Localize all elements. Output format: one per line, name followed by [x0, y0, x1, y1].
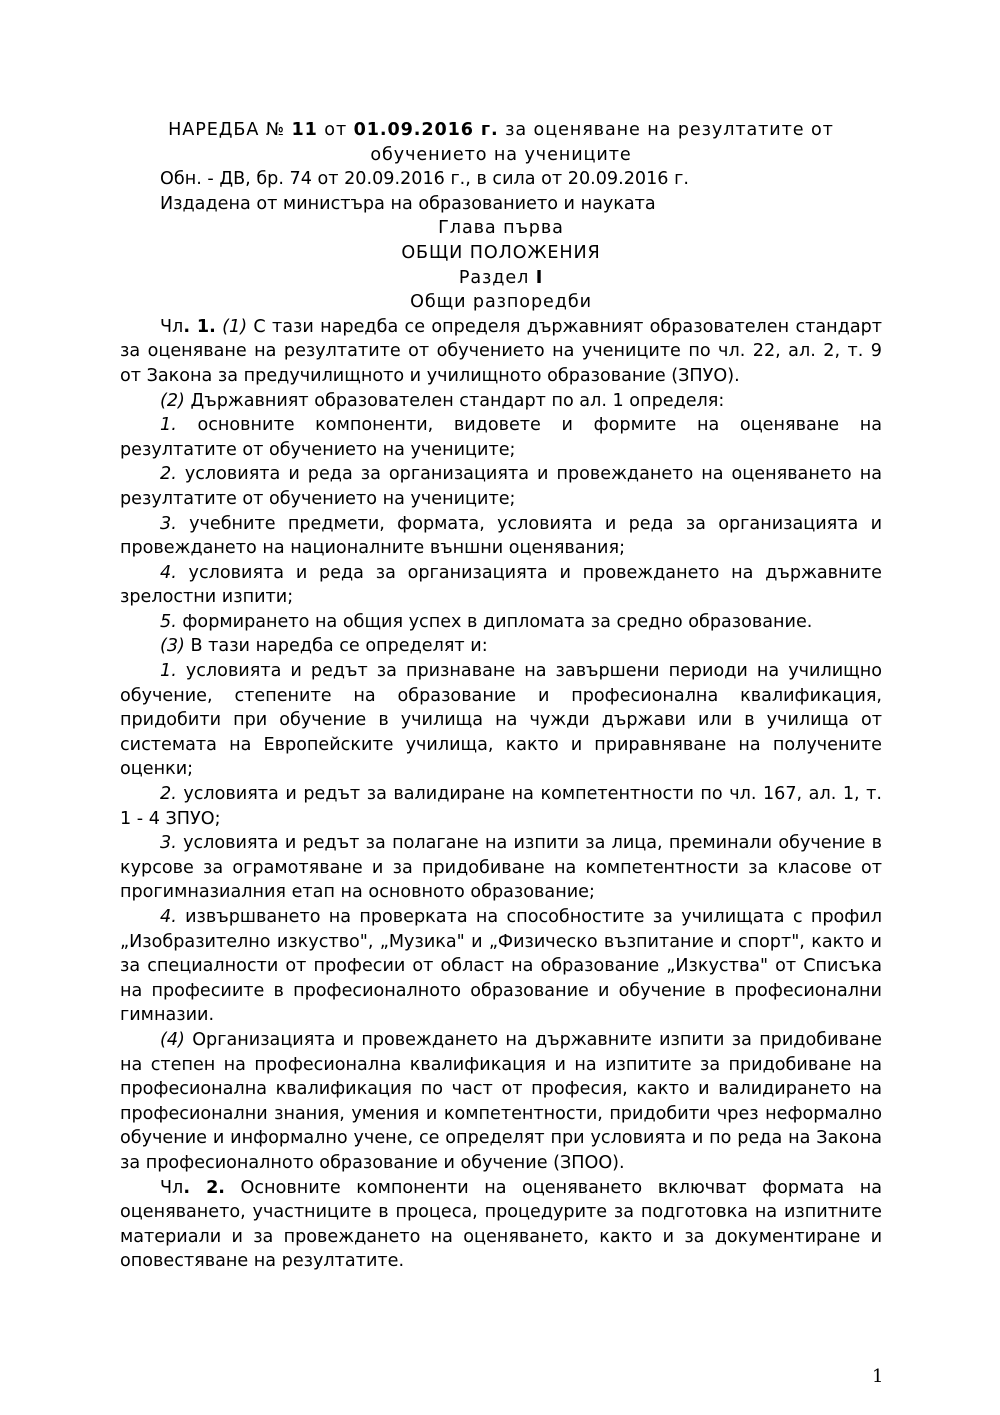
- section-word: Раздел: [458, 267, 536, 288]
- title-text: от: [317, 120, 354, 140]
- paragraph-text: С тази наредба се определя държавният образователен стандарт за оценяване на резултатите от обучението на учениците по чл. 22, ал. 2, т. 9 от Закона за предучилищното и училищното образование (ЗПУО).: [120, 316, 883, 386]
- item-mark: 1.: [160, 661, 177, 682]
- title-text: за оценяване на резултатите от: [498, 120, 834, 140]
- item-text: учебните предмети, формата, условията и реда за организацията и провеждането на националните външни оценявания;: [120, 513, 882, 559]
- issuer-info: Издадена от министъра на образованието и науката: [160, 193, 656, 214]
- item-text: основните компоненти, видовете и формите на оценяване на резултатите от обучението на учениците;: [120, 415, 882, 460]
- item-mark: 4.: [160, 562, 177, 583]
- publication-info: Обн. - ДВ, бр. 74 от 20.09.2016 г., в сила от 20.09.2016 г.: [160, 169, 689, 190]
- article-label: Чл: [160, 316, 184, 337]
- item-text: условията и редът за полагане на изпити за лица, преминали обучение в курсове за ограмотяване и за придобиване на компетентности за класове от прогимназиалния етап на основното образование;: [120, 833, 882, 903]
- item-mark: 1.: [160, 415, 177, 436]
- item-mark: 3.: [160, 513, 177, 534]
- section-title: Общи разпоредби: [410, 292, 592, 313]
- list-item: [120, 610, 882, 635]
- list-item: [120, 561, 882, 610]
- article-2: [120, 1176, 882, 1274]
- paragraph-text: Основните компоненти на оценяването включват формата на оценяването, участниците в процеса, процедурите за подготовка на изпитните материали и за провеждането на оценяването, както и за документиране и оповестяване на резултатите.: [120, 1177, 883, 1272]
- paragraph-text: Организацията и провеждането на държавните изпити за придобиване на степен на професионална квалификация и на изпитите за придобиване на професионална квалификация по част от професия, както и валидирането на професионални знания, умения и компетентности, придобити чрез неформално обучение и информално учене, се определят при условията и по реда на Закона за професионалното образование и обучение (ЗПОО).: [120, 1029, 882, 1173]
- paragraph-mark: (1): [222, 316, 248, 337]
- chapter-heading: Глава първа: [438, 218, 564, 239]
- list-item: [120, 462, 882, 511]
- article-number: . 2.: [183, 1177, 225, 1198]
- list-item: [120, 831, 882, 905]
- chapter-title: ОБЩИ ПОЛОЖЕНИЯ: [401, 242, 601, 263]
- paragraph-text: В тази наредба се определят и:: [184, 636, 488, 657]
- ordinance-title-line2: обучението на учениците: [370, 144, 632, 165]
- item-text: формирането на общия успех в дипломата за средно образование.: [176, 611, 813, 632]
- item-text: извършването на проверката на способностите за училищата с профил „Изобразително изкуство", „Музика" и „Физическо възпитание и спорт", както и за специалности от професии от област на образование „Изкуства" от Списъка на професиите в професионалното образование и обучение в професионални гимназии.: [120, 907, 882, 1026]
- article-label: Чл: [160, 1177, 184, 1198]
- document-body: [120, 118, 882, 1274]
- list-item: [120, 659, 882, 782]
- list-item: [120, 782, 882, 831]
- ordinance-number: 11: [291, 120, 318, 140]
- section-heading: [120, 266, 882, 291]
- list-item: [120, 413, 882, 462]
- item-text: условията и редът за валидиране на компетентности по чл. 167, ал. 1, т. 1 - 4 ЗПУО;: [120, 784, 882, 829]
- article-1-paragraph-4: [120, 1028, 882, 1176]
- item-mark: 2.: [160, 464, 177, 485]
- item-text: условията и реда за организацията и провеждането на държавните зрелостни изпити;: [120, 562, 882, 608]
- ordinance-title: [120, 118, 882, 143]
- paragraph-mark: (2): [160, 390, 185, 411]
- item-mark: 2.: [160, 784, 177, 805]
- paragraph-mark: (3): [160, 636, 185, 657]
- list-item: [120, 905, 882, 1028]
- article-number: . 1.: [183, 316, 216, 337]
- article-1-paragraph-2: [120, 389, 882, 414]
- paragraph-text: Държавният образователен стандарт по ал. 1 определя:: [184, 390, 725, 411]
- item-mark: 5.: [160, 611, 177, 632]
- item-text: условията и редът за признаване на завършени периоди на училищно обучение, степените на образование и професионална квалификация, придобити при обучение в училища на чужди държави или в училища от системата на Европейските училища, както и приравняване на получените оценки;: [120, 661, 882, 780]
- section-number: I: [535, 267, 544, 288]
- title-text: НАРЕДБА №: [168, 120, 292, 140]
- list-item: [120, 512, 882, 561]
- article-1-paragraph-3: [120, 634, 882, 659]
- page-number: 1: [872, 1366, 884, 1387]
- item-mark: 3.: [160, 833, 177, 854]
- paragraph-mark: (4): [160, 1029, 185, 1050]
- item-text: условията и реда за организацията и провеждането на оценяването на резултатите от обучението на учениците;: [120, 464, 882, 509]
- article-1-paragraph-1: [120, 315, 882, 389]
- ordinance-date: 01.09.2016 г.: [353, 120, 499, 140]
- item-mark: 4.: [160, 907, 177, 927]
